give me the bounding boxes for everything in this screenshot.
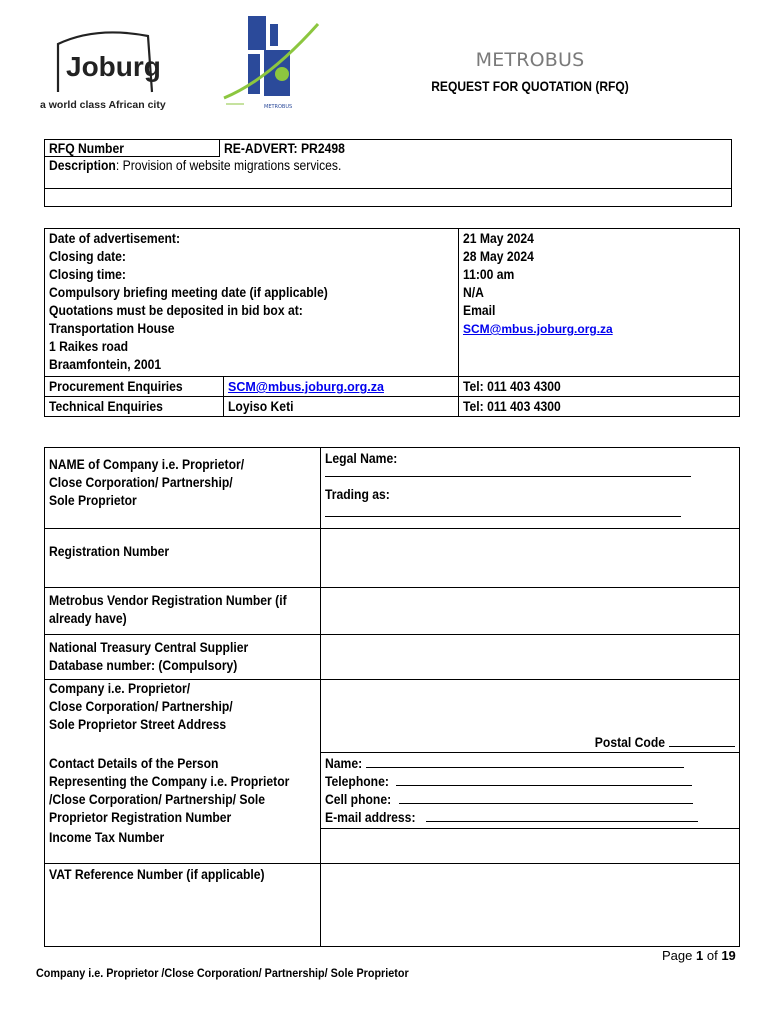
legal-name-field[interactable] xyxy=(325,476,691,477)
contact-name-label: Name: xyxy=(325,756,363,771)
rfq-number-label-cell xyxy=(45,140,220,157)
page-total: 19 xyxy=(721,948,736,963)
page-current: 1 xyxy=(696,948,704,963)
address-input-cell[interactable] xyxy=(321,680,740,753)
treasury-input-cell[interactable] xyxy=(321,635,740,680)
registration-input-cell[interactable] xyxy=(321,529,740,588)
dates-labels-cell xyxy=(45,229,459,377)
treasury-label-line-1: National Treasury Central Supplier xyxy=(49,640,249,655)
address-line-3: Braamfontein, 2001 xyxy=(49,357,162,372)
page-subtitle: REQUEST FOR QUOTATION (RFQ) xyxy=(431,78,629,94)
rfq-number-value: RE-ADVERT: PR2498 xyxy=(224,141,345,156)
contact-email-field[interactable] xyxy=(426,821,698,822)
trading-as-field[interactable] xyxy=(325,516,681,517)
company-name-input-cell[interactable] xyxy=(321,448,740,529)
income-tax-label: Income Tax Number xyxy=(49,829,165,845)
contact-label-line-2: Representing the Company i.e. Proprietor xyxy=(49,773,290,789)
registration-label: Registration Number xyxy=(49,544,170,559)
rfq-table xyxy=(44,139,732,207)
trading-as-label: Trading as: xyxy=(325,487,390,502)
joburg-tagline: a world class African city xyxy=(40,99,166,111)
procurement-email-link[interactable]: SCM@mbus.joburg.org.za xyxy=(228,380,384,394)
page-prefix: Page xyxy=(662,948,693,963)
contact-input-cell[interactable] xyxy=(321,753,740,829)
joburg-logo xyxy=(36,20,202,112)
dates-table xyxy=(44,228,740,417)
procurement-tel: Tel: 011 403 4300 xyxy=(463,379,561,394)
address-label-cell xyxy=(45,680,321,753)
registration-label-cell xyxy=(45,529,321,588)
date-value-closing-date: 28 May 2024 xyxy=(463,249,534,264)
metrobus-logo-wordmark: METROBUS xyxy=(264,104,293,110)
contact-cell-label: Cell phone: xyxy=(325,792,392,807)
page-of: of xyxy=(706,948,718,963)
address-line-2: 1 Raikes road xyxy=(49,339,129,354)
technical-label-cell xyxy=(45,397,224,417)
rfq-description-cell xyxy=(45,157,732,189)
vendor-reg-input-cell[interactable] xyxy=(321,588,740,635)
treasury-label-cell xyxy=(45,635,321,680)
date-label-deposit: Quotations must be deposited in bid box at: xyxy=(49,303,303,318)
procurement-label: Procurement Enquiries xyxy=(49,379,183,394)
rfq-description-label: Description xyxy=(49,158,116,173)
technical-tel: Tel: 011 403 4300 xyxy=(463,399,561,414)
procurement-contact-cell xyxy=(224,377,459,397)
vat-label: VAT Reference Number (if applicable) xyxy=(49,866,265,882)
address-label-line-1: Company i.e. Proprietor/ xyxy=(49,681,191,696)
date-label-briefing: Compulsory briefing meeting date (if applicable) xyxy=(49,285,328,300)
contact-label-line-3: /Close Corporation/ Partnership/ Sole xyxy=(49,791,266,807)
treasury-label-line-2: Database number: (Compulsory) xyxy=(49,658,238,673)
vendor-reg-label-line-1: Metrobus Vendor Registration Number (if xyxy=(49,593,287,608)
vendor-reg-label-cell xyxy=(45,588,321,635)
rfq-number-label: RFQ Number xyxy=(49,141,124,156)
address-label-line-2: Close Corporation/ Partnership/ xyxy=(49,699,233,714)
procurement-tel-cell xyxy=(459,377,740,397)
company-name-label-cell xyxy=(45,448,321,529)
footer-note: Company i.e. Proprietor /Close Corporation/ Partnership/ Sole Proprietor xyxy=(36,966,409,980)
rfq-number-value-cell xyxy=(220,140,732,157)
legal-name-label: Legal Name: xyxy=(325,451,398,466)
postal-code-label: Postal Code xyxy=(595,735,666,750)
joburg-wordmark: Joburg xyxy=(66,51,161,82)
date-value-closing-time: 11:00 am xyxy=(463,267,515,282)
date-value-briefing: N/A xyxy=(463,285,484,300)
procurement-label-cell xyxy=(45,377,224,397)
contact-label-line-1: Contact Details of the Person xyxy=(49,755,219,771)
date-value-advertisement: 21 May 2024 xyxy=(463,231,534,246)
income-tax-label-cell xyxy=(45,829,321,864)
rfq-description-value: : Provision of website migrations services. xyxy=(115,158,342,173)
company-name-label-line-1: NAME of Company i.e. Proprietor/ xyxy=(49,457,245,472)
date-label-closing-date: Closing date: xyxy=(49,249,126,264)
contact-telephone-field[interactable] xyxy=(396,785,692,786)
company-name-label-line-2: Close Corporation/ Partnership/ xyxy=(49,475,233,490)
technical-contact: Loyiso Keti xyxy=(228,399,294,414)
metrobus-logo xyxy=(218,14,330,110)
technical-tel-cell xyxy=(459,397,740,417)
contact-label-cell xyxy=(45,753,321,829)
vat-label-cell xyxy=(45,863,321,946)
contact-label-line-4: Proprietor Registration Number xyxy=(49,809,232,825)
vat-input-cell[interactable] xyxy=(321,863,740,946)
address-label-line-3: Sole Proprietor Street Address xyxy=(49,717,227,732)
deposit-email-link[interactable]: SCM@mbus.joburg.org.za xyxy=(463,322,613,336)
postal-code-field[interactable] xyxy=(669,746,735,747)
dates-values-cell xyxy=(459,229,740,377)
company-table xyxy=(44,447,740,947)
technical-contact-cell xyxy=(224,397,459,417)
title-block xyxy=(380,46,680,94)
contact-name-field[interactable] xyxy=(366,767,684,768)
date-label-closing-time: Closing time: xyxy=(49,267,126,282)
page-title: METROBUS xyxy=(475,49,585,71)
contact-telephone-label: Telephone: xyxy=(325,774,389,789)
technical-label: Technical Enquiries xyxy=(49,399,163,414)
rfq-blank-row xyxy=(45,189,732,207)
contact-email-label: E-mail address: xyxy=(325,810,416,825)
income-tax-input-cell[interactable] xyxy=(321,829,740,864)
vendor-reg-label-line-2: already have) xyxy=(49,611,127,626)
address-line-1: Transportation House xyxy=(49,321,175,336)
contact-cell-field[interactable] xyxy=(399,803,693,804)
date-label-advertisement: Date of advertisement: xyxy=(49,231,180,246)
company-name-label-line-3: Sole Proprietor xyxy=(49,493,137,508)
page-number xyxy=(662,948,736,963)
date-value-deposit: Email xyxy=(463,303,496,318)
